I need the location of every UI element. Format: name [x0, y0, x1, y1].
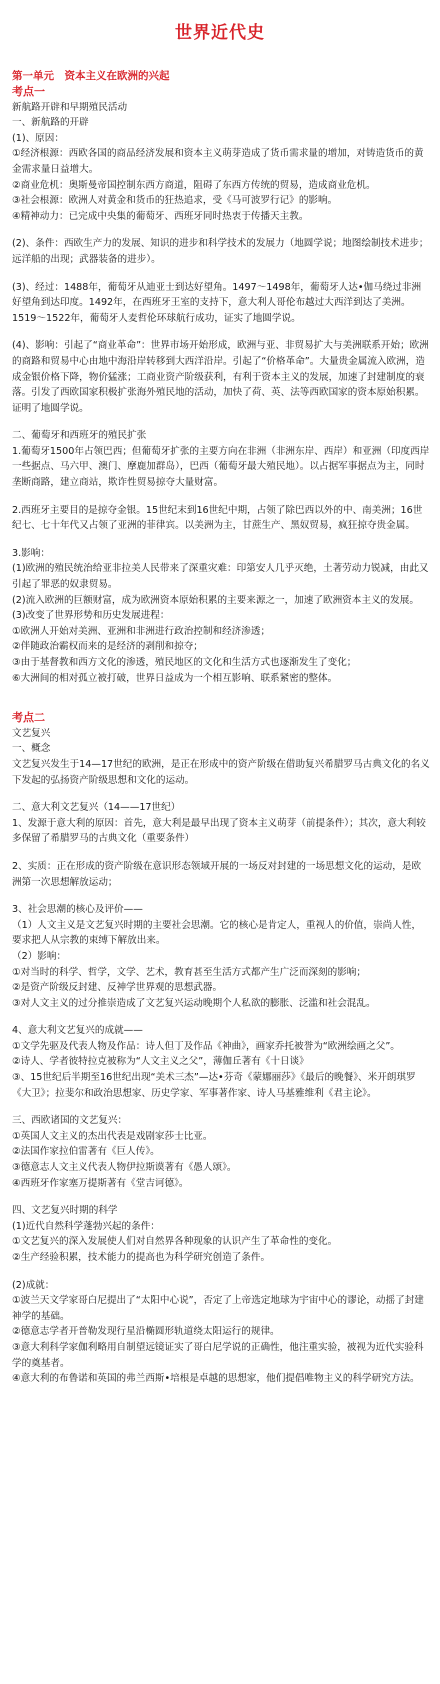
paragraph: 2.西班牙主要目的是掠夺金银。15世纪末到16世纪中期，占领了除巴西以外的中、南美洲；16世纪七、七十年代又占领了亚洲的菲律宾。以美洲为主，甘蔗生产、黑奴贸易，疯狂掠夺贵金属。 — [12, 504, 423, 532]
paragraph: ①对当时的科学、哲学，文学、艺术，教育甚至生活方式都产生广泛而深刻的影响； — [12, 966, 366, 978]
paragraph: ①欧洲人开始对美洲、亚洲和非洲进行政治控制和经济渗透； — [12, 625, 271, 637]
paragraph: (3)改变了世界形势和历史发展进程： — [12, 610, 170, 622]
paragraph: ④精神动力：已完成中央集的葡萄牙、西班牙同时热衷于传播天主教。 — [12, 210, 309, 222]
paragraph: 1、发源于意大利的原因：首先，意大利是最早出现了资本主义萌芽（前提条件）；其次，意大利较多保留了希腊罗马的古典文化（重要条件） — [12, 817, 426, 845]
paragraph: ④意大利的布鲁诺和英国的弗兰西斯•培根是卓越的思想家，他们提倡唯物主义的科学研究方法。 — [12, 1373, 420, 1385]
paragraph-spacer — [12, 847, 430, 859]
paragraph-spacer — [12, 1011, 430, 1023]
paragraph: (1)近代自然科学蓬勃兴起的条件： — [12, 1220, 160, 1232]
paragraph: ⑥大洲间的相对孤立被打破，世界日益成为一个相互影响、联系紧密的整体。 — [12, 672, 338, 684]
paragraph: ④西班牙作家塞万提斯著有《堂吉诃德》。 — [12, 1177, 189, 1189]
paragraph: (2)、条件：西欧生产力的发展、知识的进步和科学技术的发展力（地圆学说；地图绘制技术进步；远洋船的出现；武器装备的进步）。 — [12, 238, 429, 265]
paragraph-spacer — [12, 890, 430, 902]
paragraph: ①文学先驱及代表人物及作品：诗人但丁及作品《神曲》，画家乔托被誉为“欧洲绘画之父”。 — [12, 1040, 400, 1052]
paragraph: 文艺复兴 — [12, 727, 51, 739]
paragraph: (2)流入欧洲的巨额财富，成为欧洲资本原始积累的主要来源之一，加速了欧洲资本主义的发展。 — [12, 594, 419, 606]
paragraph: 一、新航路的开辟 — [12, 117, 89, 129]
paragraph: 3、社会思潮的核心及评价—— — [12, 904, 143, 916]
paragraph: 4、意大利文艺复兴的成就—— — [12, 1025, 143, 1037]
paragraph-spacer — [12, 224, 430, 236]
paragraph-spacer — [12, 268, 430, 280]
paragraph: 3.影响： — [12, 547, 50, 559]
paragraph: 1.葡萄牙1500年占领巴西；但葡萄牙扩张的主要方向在非洲（非洲东岸、西岸）和亚洲（印度西岸一些据点、马六甲、澳门、摩鹿加群岛），巴西（葡萄牙最大殖民地）。以占据军事据点为主，同时垄断商路，建立商站，欺诈性贸易掠夺大量财富。 — [12, 445, 430, 489]
section-heading-kd1: 考点一 — [12, 85, 45, 98]
paragraph: ③社会根源：欧洲人对黄金和货币的狂热追求，受《马可波罗行记》的影响。 — [12, 195, 338, 207]
paragraph: 二、意大利文艺复兴（14——17世纪） — [12, 802, 181, 814]
paragraph: ③对人文主义的过分推崇造成了文艺复兴运动晚期个人私欲的膨胀、泛滥和社会混乱。 — [12, 997, 376, 1009]
document-body — [12, 84, 430, 1387]
paragraph: 文艺复兴发生于14—17世纪的欧洲，是正在形成中的资产阶级在借助复兴希腊罗马古典文化的名义下发起的弘扬资产阶级思想和文化的运动。 — [12, 758, 430, 786]
paragraph: （1）人文主义是文艺复兴时期的主要社会思潮。它的核心是肯定人，重视人的价值，崇尚人性，要求把人从宗教的束缚下解放出来。 — [12, 919, 422, 947]
paragraph: (4)、影响：引起了“商业革命”：世界市场开始形成，欧洲与亚、非贸易扩大与美洲联系开始；欧洲的商路和贸易中心由地中海沿岸转移到大西洋沿岸。引起了“价格革命”。大量贵金属流入欧洲，造成金银价格下降，物价猛涨；工商业资产阶级获利，有利于资本主义的发展，加速了封建制度的衰落。引发了西欧国家积极扩张海外殖民地的活动，加快了荷、英、法等西欧国家的资本原始积累。证明了地圆学说。 — [12, 340, 429, 414]
paragraph: ①经济根源：西欧各国的商品经济发展和资本主义萌芽造成了货币需求量的增加，对铸造货币的黄金需求量日益增大。 — [12, 148, 424, 175]
paragraph-spacer — [12, 788, 430, 800]
paragraph: ①文艺复兴的深入发展使人们对自然界各种现象的认识产生了革命性的变化。 — [12, 1236, 338, 1248]
paragraph: 一、概念 — [12, 743, 51, 755]
paragraph: ①英国人文主义的杰出代表是戏剧家莎士比亚。 — [12, 1130, 213, 1142]
document-title: 世界近代史 — [175, 23, 265, 43]
paragraph: ②生产经验积累，技术能力的提高也为科学研究创造了条件。 — [12, 1252, 271, 1263]
paragraph: (1)欧洲的殖民统治给亚非拉美人民带来了深重灾难：印第安人几乎灭绝，土著劳动力锐减，由此又引起了罪恶的奴隶贸易。 — [12, 563, 429, 591]
paragraph: 二、葡萄牙和西班牙的殖民扩张 — [12, 430, 147, 442]
paragraph: ③、15世纪后半期至16世纪出现“美术三杰”—达•芬奇《蒙娜丽莎》《最后的晚餐》、米开朗琪罗《大卫》；拉斐尔和政治思想家、历史学家、军事著作家、诗人马基雅维利《君主论》。 — [12, 1072, 416, 1099]
paragraph: (1)、原因： — [12, 132, 64, 144]
paragraph-spacer — [12, 491, 430, 503]
paragraph: ②是资产阶级反封建、反神学世界观的思想武器。 — [12, 982, 223, 994]
paragraph-spacer — [12, 1266, 430, 1278]
paragraph: ③由于基督教和西方文化的渗透，殖民地区的文化和生活方式也逐渐发生了变化； — [12, 657, 357, 668]
paragraph-spacer — [12, 416, 430, 428]
paragraph: ①波兰天文学家哥白尼提出了“太阳中心说”，否定了上帝选定地球为宇宙中心的谬论，动摇了封建神学的基础。 — [12, 1295, 424, 1322]
paragraph: ②商业危机：奥斯曼帝国控制东西方商道，阻碍了东西方传统的贸易，造成商业危机。 — [12, 179, 376, 191]
paragraph-spacer — [12, 1101, 430, 1113]
paragraph: ②伴随政治霸权而来的是经济的剥削和掠夺； — [12, 641, 203, 653]
paragraph: ②法国作家拉伯雷著有《巨人传》。 — [12, 1146, 160, 1158]
paragraph-spacer — [12, 326, 430, 338]
paragraph: (3)、经过：1488年，葡萄牙从迪亚士到达好望角。1497～1498年，葡萄牙人达•伽马绕过非洲好望角到达印度。1492年，在西班牙王室的支持下，意大利人哥伦布越过大西洋到达了美洲。1519～1522年，葡萄牙人麦哲伦环球航行成功，证实了地圆学说。 — [12, 281, 422, 324]
paragraph: 三、西欧诸国的文艺复兴： — [12, 1115, 128, 1127]
section-spacer — [12, 686, 430, 710]
paragraph: ③德意志人文主义代表人物伊拉斯谟著有《愚人颂》。 — [12, 1162, 237, 1174]
paragraph: ②诗人、学者彼特拉克被称为“人文主义之父”，薄伽丘著有《十日谈》 — [12, 1056, 309, 1068]
paragraph: 新航路开辟和早期殖民活动 — [12, 101, 128, 113]
unit-heading: 第一单元 资本主义在欧洲的兴起 — [12, 70, 170, 82]
paragraph-spacer — [12, 1191, 430, 1203]
paragraph: 四、文艺复兴时期的科学 — [12, 1205, 118, 1217]
paragraph: (2)成就： — [12, 1279, 55, 1291]
paragraph: ③意大利科学家伽利略用自制望远镜证实了哥白尼学说的正确性，他注重实验，被视为近代实验科学的奠基者。 — [12, 1341, 424, 1369]
paragraph: （2）影响： — [12, 950, 67, 962]
paragraph-spacer — [12, 534, 430, 546]
section-heading: 考点二 — [12, 711, 45, 725]
paragraph: ②德意志学者开普勒发现行星沿椭圆形轨道绕太阳运行的规律。 — [12, 1326, 280, 1338]
paragraph: 2、实质：正在形成的资产阶级在意识形态领域开展的一场反对封建的一场思想文化的运动，是欧洲第一次思想解放运动； — [12, 860, 422, 888]
